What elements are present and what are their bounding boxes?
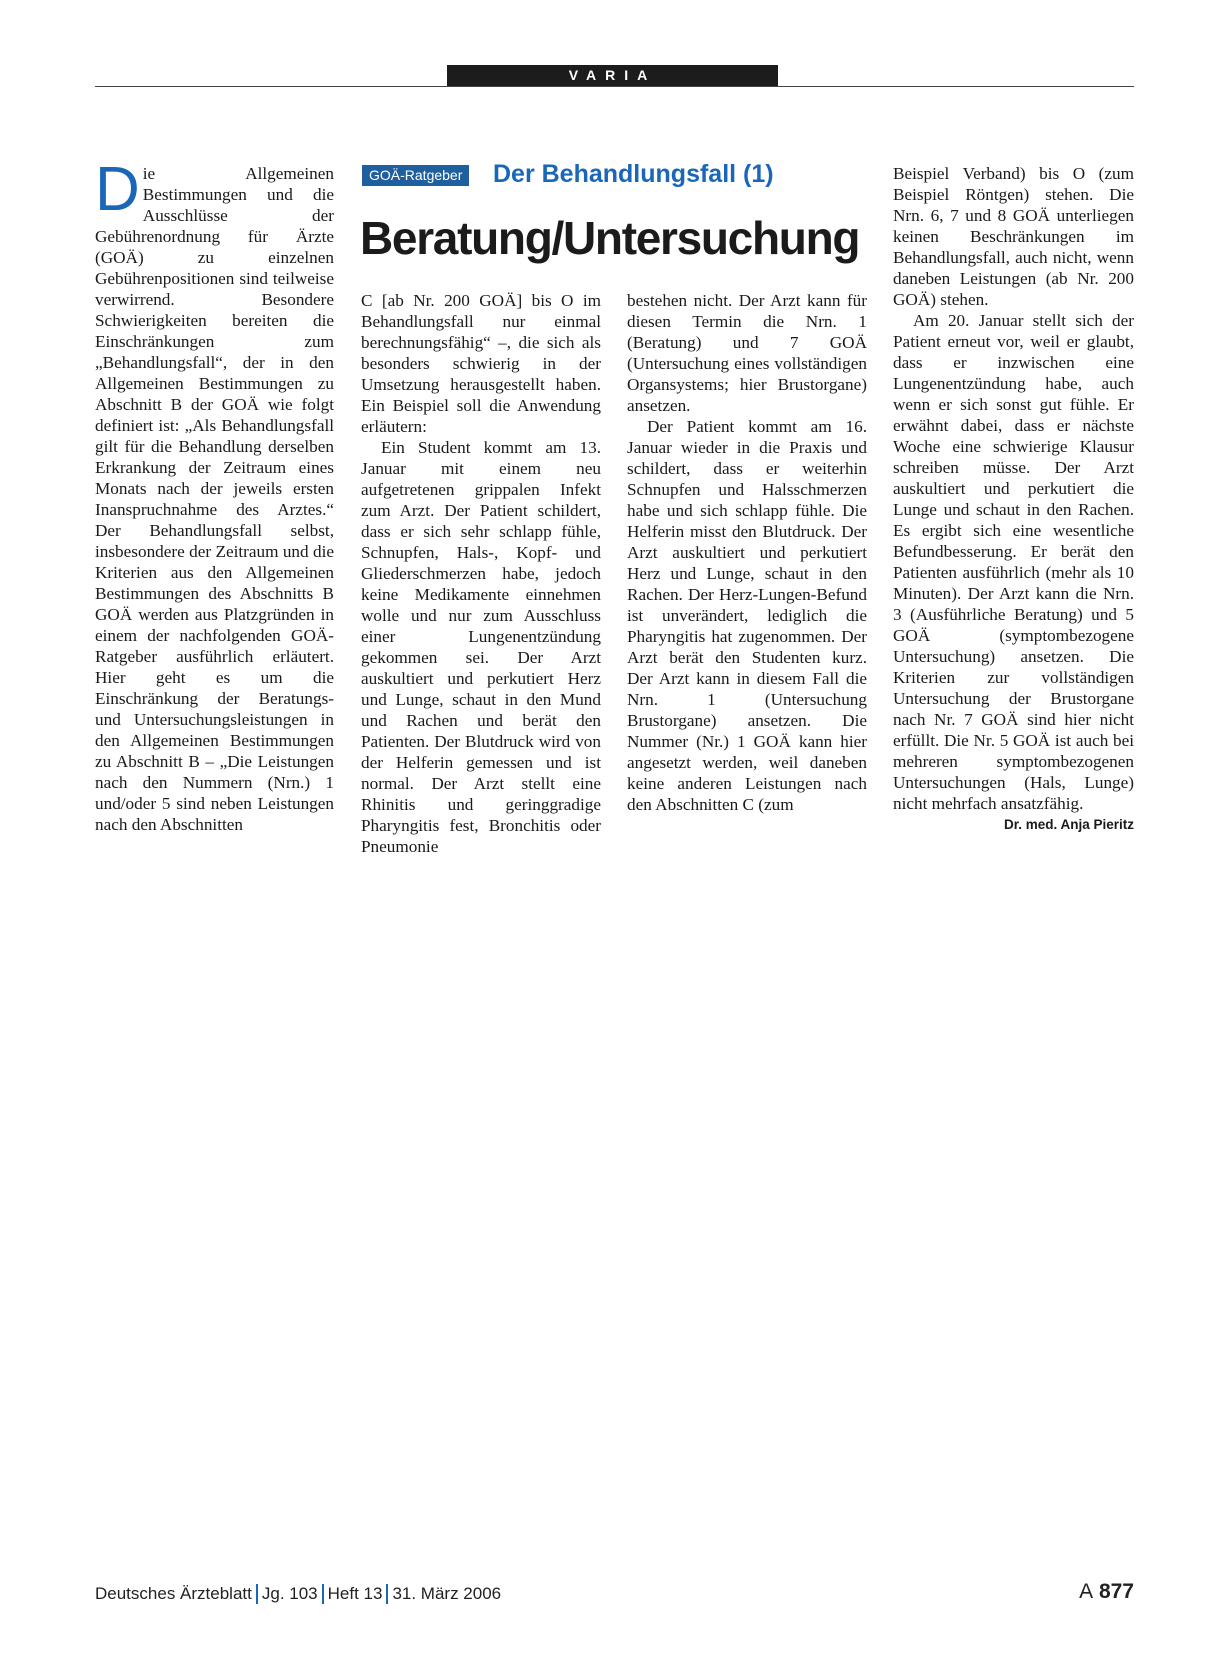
paragraph: bestehen nicht. Der Arzt kann für diesen Termin die Nrn. 1 (Beratung) und 7 GOÄ (Untersuchung eines vollständigen Organsystems; hier Brustorgane) ansetzen. xyxy=(627,291,867,415)
kicker-title: Der Behandlungsfall (1) xyxy=(493,160,774,188)
section-label: VARIA xyxy=(447,65,778,86)
article-column-4 xyxy=(893,163,1134,835)
author-byline: Dr. med. Anja Pieritz xyxy=(1003,817,1134,832)
footer-separator xyxy=(256,1584,258,1604)
kicker xyxy=(362,160,872,193)
volume: Jg. 103 xyxy=(261,1584,318,1603)
page-footer xyxy=(95,1584,501,1604)
page-number-value: 877 xyxy=(1098,1580,1134,1603)
page-number xyxy=(1079,1580,1134,1604)
column-1-text: ie Allgemeinen Bestimmungen und die Ausschlüsse der Gebührenordnung für Ärzte (GOÄ) zu einzelnen Gebührenpositionen sind teilweise verwirrend. Besondere Schwierigkeiten bereiten die Einschränkungen zum „Behandlungsfall“, der in den Allgemeinen Bestimmungen zu Abschnitt B der GOÄ wie folgt definiert ist: „Als Behandlungsfall gilt für die Behandlung derselben Erkrankung der Zeitraum eines Monats nach der jeweils ersten Inanspruchnahme des Arztes.“ Der Behandlungsfall selbst, insbesondere der Zeitraum und die Kriterien aus den Allgemeinen Bestimmungen des Abschnitts B GOÄ werden aus Platzgründen in einem der nachfolgenden GOÄ-Ratgeber ausführlich erläutert. Hier geht es um die Einschränkung der Beratungs- und Untersuchungsleistungen in den Allgemeinen Bestimmungen zu Abschnitt B – „Die Leistungen nach den Nummern (Nrn.) 1 und/oder 5 sind neben Leistungen nach den Abschnitten xyxy=(95,164,334,834)
page-prefix: A xyxy=(1079,1580,1094,1603)
article-column-2 xyxy=(361,290,601,857)
journal-name: Deutsches Ärzteblatt xyxy=(95,1584,252,1603)
headline: Beratung/Untersuchung xyxy=(360,212,860,264)
article-column-1 xyxy=(95,155,334,835)
issue-date: 31. März 2006 xyxy=(392,1584,502,1603)
paragraph: Am 20. Januar stellt sich der Patient erneut vor, weil er glaubt, dass er inzwischen eine Lungenentzündung habe, auch wenn er sich sonst gut fühle. Er erwähnt dabei, dass er nächste Woche eine schwierige Klausur schreiben müsse. Der Arzt auskultiert und perkutiert die Lunge und schaut in den Rachen. Es ergibt sich eine wesentliche Befundbesserung. Er berät den Patienten ausführlich (mehr als 10 Minuten). Der Arzt kann die Nrn. 3 (Ausführliche Beratung) und 5 GOÄ (symptombezogene Untersuchung) ansetzen. Die Kriterien zur vollständigen Untersuchung der Brustorgane nach Nr. 7 GOÄ sind hier nicht erfüllt. Die Nr. 5 GOÄ ist auch bei mehreren symptombezogenen Untersuchungen (Hals, Lunge) nicht mehrfach ansatzfähig. xyxy=(893,311,1134,813)
drop-cap: D xyxy=(95,155,140,224)
footer-separator xyxy=(322,1584,324,1604)
header-rule xyxy=(95,86,1134,87)
paragraph: Der Patient kommt am 16. Januar wieder in die Praxis und schildert, dass er weiterhin Schnupfen und Halsschmerzen habe und sich schlapp fühle. Die Helferin misst den Blutdruck. Der Arzt auskultiert und perkutiert Herz und Lunge, schaut in den Rachen. Der Herz-Lungen-Befund ist unverändert, lediglich die Pharyngitis hat zugenommen. Der Arzt berät den Studenten kurz. Der Arzt kann in diesem Fall die Nrn. 1 (Untersuchung Brustorgane) ansetzen. Die Nummer (Nr.) 1 GOÄ kann hier angesetzt werden, weil daneben keine anderen Leistungen nach den Abschnitten C (zum xyxy=(627,417,867,814)
paragraph: Ein Student kommt am 13. Januar mit einem neu aufgetretenen grippalen Infekt zum Arzt. Der Patient schildert, dass er sich sehr schlapp fühle, Schnupfen, Hals-, Kopf- und Gliederschmerzen habe, jedoch keine Medikamente einnehmen wolle und nur zum Ausschluss einer Lungenentzündung gekommen sei. Der Arzt auskultiert und perkutiert Herz und Lunge, schaut in den Mund und Rachen und berät den Patienten. Der Blutdruck wird von der Helferin gemessen und ist normal. Der Arzt stellt eine Rhinitis und geringgradige Pharyngitis fest, Bronchitis oder Pneumonie xyxy=(361,438,601,856)
issue: Heft 13 xyxy=(327,1584,383,1603)
paragraph: Beispiel Verband) bis O (zum Beispiel Röntgen) stehen. Die Nrn. 6, 7 und 8 GOÄ unterliegen keinen Beschränkungen im Behandlungsfall, auch nicht, wenn daneben Leistungen (ab Nr. 200 GOÄ) stehen. xyxy=(893,164,1134,309)
paragraph: C [ab Nr. 200 GOÄ] bis O im Behandlungsfall nur einmal berechnungsfähig“ –, die sich als besonders schwierig in der Umsetzung herausgestellt haben. Ein Beispiel soll die Anwendung erläutern: xyxy=(361,291,601,436)
footer-separator xyxy=(386,1584,388,1604)
rubric-badge: GOÄ-Ratgeber xyxy=(362,165,469,186)
article-column-3 xyxy=(627,290,867,815)
